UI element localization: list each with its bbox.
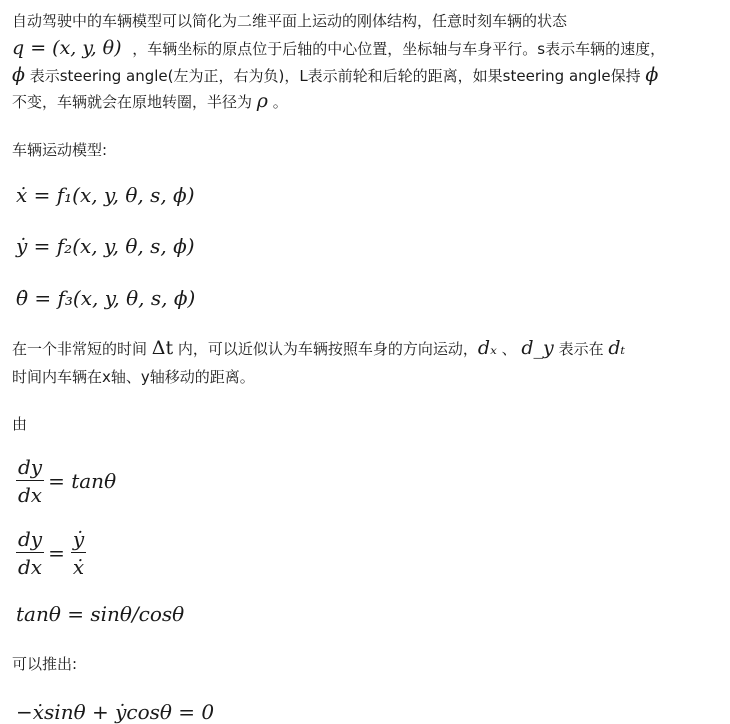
intro-line-4-text: 不变，车辆就会在原地转圈，半径为	[12, 93, 257, 111]
short-time-text-1: 在一个非常短的时间	[12, 340, 152, 358]
equation-y-dot: ẏ = f₂(x, y, θ, s, ϕ)	[16, 234, 195, 258]
tan-identity-equation: tanθ = sinθ/cosθ	[16, 602, 185, 626]
rho-symbol: ρ	[256, 90, 268, 112]
equation-x-dot: ẋ = f₁(x, y, θ, s, ϕ)	[16, 183, 195, 207]
fraction-denominator-2: dx	[18, 555, 43, 579]
phi-symbol-2: ϕ	[645, 64, 659, 86]
fraction-numerator: dy	[18, 455, 43, 479]
state-vector-math: q = (x, y, θ)	[12, 37, 122, 59]
fraction-dy-dx	[16, 456, 44, 506]
short-time-line-2	[12, 367, 255, 387]
short-time-text-2: 内，可以近似认为车辆按照车身的方向运动，	[173, 340, 478, 358]
delta-t-symbol: Δt	[151, 337, 174, 359]
fraction-numerator-2: dy	[18, 527, 43, 551]
fraction-rhs: = tanθ	[48, 469, 117, 493]
you-label	[12, 414, 27, 434]
intro-line-2	[12, 38, 665, 59]
short-time-text-3: 表示在	[553, 340, 609, 358]
intro-line-1	[12, 11, 567, 31]
intro-line-3	[12, 65, 658, 86]
fraction-denominator-xdot: ẋ	[72, 555, 85, 579]
intro-line-3-text: 表示steering angle(左为正，右为负)，L表示前轮和后轮的距离，如果steering angle保持	[24, 67, 646, 85]
fraction-denominator: dx	[18, 483, 43, 507]
short-time-line-1	[12, 338, 625, 359]
fraction-equals: =	[48, 541, 65, 565]
model-label	[12, 140, 107, 160]
phi-symbol: ϕ	[12, 64, 25, 86]
short-time-line-2-text: 时间内车辆在x轴、y轴移动的距离。	[12, 368, 255, 386]
dy-symbol: d_y	[521, 337, 554, 359]
derive-label	[12, 654, 77, 674]
separator: 、	[496, 340, 522, 358]
equation-theta-dot: θ̇ = f₃(x, y, θ, s, ϕ)	[16, 286, 196, 310]
dt-symbol: dₜ	[608, 337, 626, 359]
you-label-text: 由	[12, 415, 28, 433]
fraction-equation-1	[16, 456, 116, 506]
fraction-ydot-xdot	[71, 528, 86, 578]
derive-label-text: 可以推出:	[12, 655, 78, 673]
final-equation: −ẋsinθ + ẏcosθ = 0	[16, 700, 215, 724]
fraction-equation-2	[16, 528, 90, 578]
fraction-numerator-ydot: ẏ	[72, 527, 85, 551]
dx-symbol: dₓ	[477, 337, 497, 359]
intro-line-1-text: 自动驾驶中的车辆模型可以简化为二维平面上运动的刚体结构，任意时刻车辆的状态	[12, 12, 568, 30]
intro-line-2-text: ，车辆坐标的原点位于后轴的中心位置，坐标轴与车身平行。s表示车辆的速度，	[132, 40, 666, 58]
intro-line-4-end: 。	[267, 93, 288, 111]
fraction-dy-dx-2	[16, 528, 44, 578]
model-label-text: 车辆运动模型:	[12, 141, 108, 159]
intro-line-4	[12, 91, 288, 112]
